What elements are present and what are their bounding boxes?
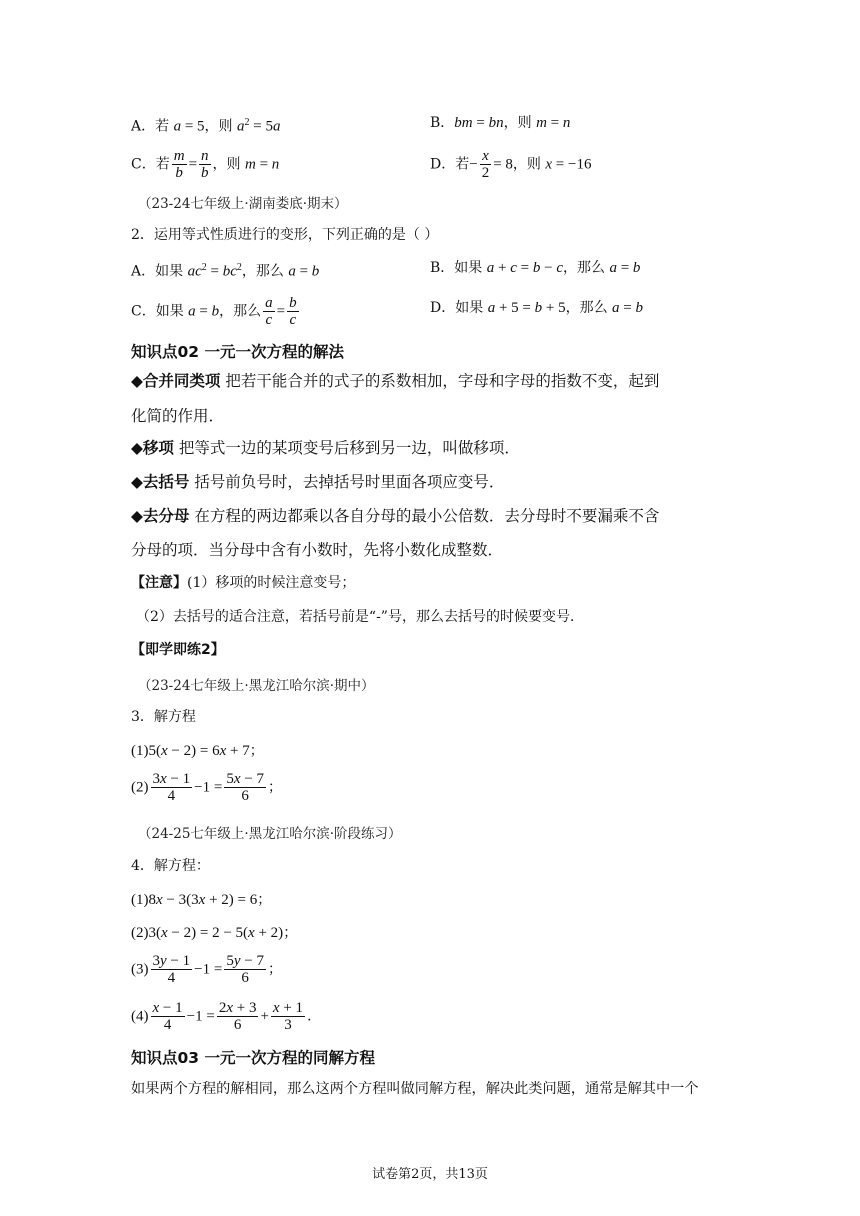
note-2: （2）去括号的适合注意，若括号前是“-”号，那么去括号的时候要变号．	[136, 609, 584, 625]
q2-stem: 2．运用等式性质进行的变形，下列正确的是（ ）	[131, 227, 439, 243]
q3-equation-2: (2) $\frac{3x - 1}{4}$ −1 = $\frac{5x - 7}{6}$ ；	[131, 771, 282, 804]
section-heading-02: 知识点02 一元一次方程的解法	[131, 343, 344, 361]
q3-equation-1: (1)5(x − 2) = 6x + 7；	[131, 743, 264, 759]
q1-option-a: A．若 a = 5，则 $a^2 = 5a$	[131, 117, 281, 135]
q2-option-b: B．如果 a + c = b − c，那么 a = b	[430, 260, 641, 276]
q1-option-d: D．若− $\frac{x}{2}$ = 8，则 x = −16	[430, 148, 592, 181]
q2-option-d: D．如果 a + 5 = b + 5，那么 a = b	[430, 300, 643, 316]
q3-stem: 3．解方程	[131, 709, 196, 725]
section-03-text: 如果两个方程的解相同，那么这两个方程叫做同解方程，解决此类问题，通常是解其中一个	[131, 1081, 699, 1097]
rule-remove-denominators: ◆去分母 在方程的两边都乘以各自分母的最小公倍数．去分母时不要漏乘不含	[131, 507, 660, 525]
q4-equation-1: (1)8x − 3(3x + 2) = 6；	[131, 892, 272, 908]
rule-remove-brackets: ◆去括号 括号前负号时，去掉括号时里面各项应变号．	[131, 473, 505, 491]
rule-remove-denominators-cont: 分母的项．当分母中含有小数时，先将小数化成整数．	[131, 541, 504, 559]
q2-option-a: A．如果 $ac^2 = bc^2$，那么 a = b	[131, 262, 320, 280]
rule-combine-like-terms-cont: 化简的作用．	[131, 407, 225, 425]
source-note-1: （23-24七年级上·湖南娄底·期末）	[138, 196, 348, 212]
q2-option-c: C．如果 a = b，那么 $\frac{a}{c}$ = $\frac{b}{c}$	[131, 295, 297, 328]
q4-stem: 4．解方程：	[131, 858, 210, 874]
section-heading-03: 知识点03 一元一次方程的同解方程	[131, 1049, 375, 1067]
q4-equation-4: (4) $\frac{x - 1}{4}$ −1 = $\frac{2x + 3}{6}$ + $\frac{x + 1}{3}$ ．	[131, 1000, 322, 1033]
q1-option-b: B．bm = bn，则 m = n	[430, 115, 571, 131]
source-note-3: （24-25七年级上·黑龙江哈尔滨·阶段练习）	[138, 826, 402, 842]
q4-equation-2: (2)3(x − 2) = 2 − 5(x + 2)；	[131, 925, 298, 941]
q1-option-c: C．若 $\frac{m}{b}$ = $\frac{n}{b}$ ，则 m = n	[131, 148, 280, 181]
source-note-2: （23-24七年级上·黑龙江哈尔滨·期中）	[138, 678, 375, 694]
note-1: 【注意】(1）移项的时候注意变号；	[131, 575, 356, 591]
q4-equation-3: (3) $\frac{3y - 1}{4}$ −1 = $\frac{5y - 7}{6}$ ；	[131, 953, 282, 986]
practice-label: 【即学即练2】	[131, 642, 225, 658]
rule-transposition: ◆移项 把等式一边的某项变号后移到另一边，叫做移项．	[131, 439, 520, 457]
page-footer: 试卷第2页，共13页	[372, 1167, 488, 1182]
rule-combine-like-terms: ◆合并同类项 把若干能合并的式子的系数相加，字母和字母的指数不变，起到	[131, 372, 660, 390]
